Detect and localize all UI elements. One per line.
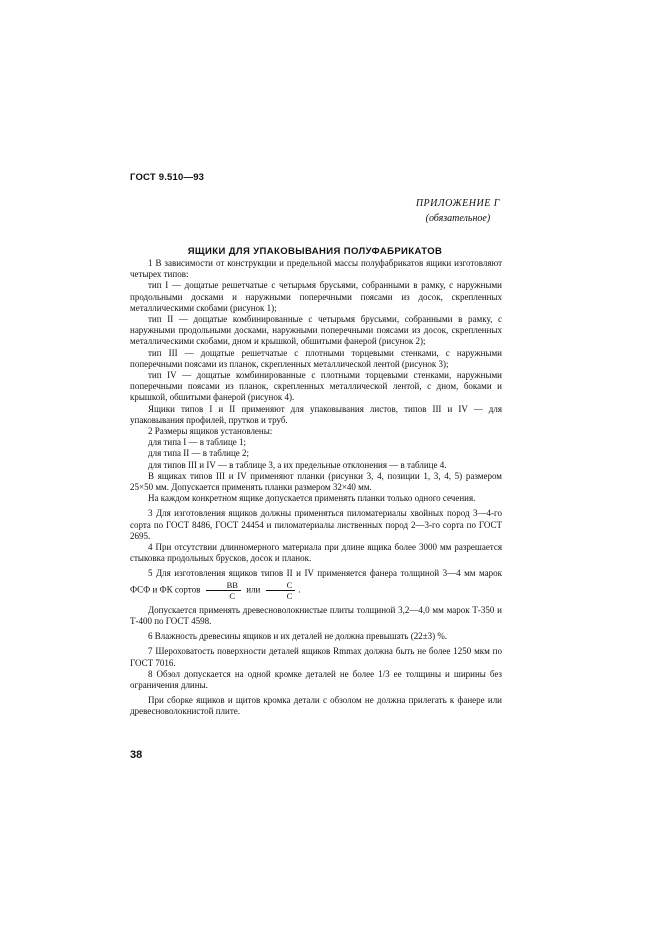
- paragraph-2-d: В ящиках типов III и IV применяют планки (рисунки 3, 4, позиции 1, 3, 4, 5) размером 25×50 мм. Допускается применять планки размером 32×40 мм.: [130, 470, 502, 493]
- fraction-2-numerator: C: [266, 580, 296, 591]
- standard-header: ГОСТ 9.510—93: [130, 172, 205, 183]
- fraction-bb-c: [206, 580, 241, 601]
- page-number: 38: [130, 749, 143, 761]
- fraction-c-c: [266, 580, 296, 601]
- paragraph-2-c: для типов III и IV — в таблице 3, а их предельные отклонения — в таблице 4.: [148, 459, 447, 470]
- fraction-2-denominator: C: [286, 590, 293, 601]
- paragraph-5-fiberboard: Допускается применять древесноволокнистые плиты толщиной 3,2—4,0 мм марок Т-350 и Т-400 по ГОСТ 4598.: [130, 604, 502, 626]
- fraction-1-denominator: C: [229, 590, 236, 601]
- appendix-title: ПРИЛОЖЕНИЕ Г: [415, 198, 500, 209]
- paragraph-2-intro: 2 Размеры ящиков установлены:: [148, 426, 273, 437]
- paragraph-2-e: На каждом конкретном ящике допускается применять планки только одного сечения.: [148, 493, 476, 504]
- paragraph-5-end: .: [298, 584, 301, 595]
- section-title: ЯЩИКИ ДЛЯ УПАКОВЫВАНИЯ ПОЛУФАБРИКАТОВ: [187, 246, 443, 257]
- paragraph-2-a: для типа I — в таблице 1;: [148, 437, 247, 448]
- paragraph-usage: Ящики типов I и II применяют для упаковывания листов, типов III и IV — для упаковывания профилей, прутков и труб.: [130, 403, 502, 425]
- appendix-label: [416, 196, 500, 226]
- fraction-1-numerator: BB: [206, 580, 241, 591]
- document-body: [130, 258, 502, 718]
- paragraph-1-intro: 1 В зависимости от конструкции и предельной массы полуфабрикатов ящики изготовляют четырех типов:: [130, 258, 502, 280]
- paragraph-5-text: 5 Для изготовления ящиков типов II и IV применяется фанера толщиной 3—4 мм марок ФСФ и ФК сортов: [130, 568, 502, 595]
- paragraph-8-note: При сборке ящиков и щитов кромка детали с обзолом не должна прилегать к фанере или древесноволокнистой плите.: [130, 695, 502, 717]
- paragraph-type-2: тип II — дощатые комбинированные с четырьмя брусьями, собранными в рамку, с наружными продольными досками, наружными поперечными поясами из досок, скрепленных металлическими скобами, дном и крышкой, обшитыми фанерой (рисунок 2);: [130, 314, 502, 347]
- paragraph-type-3: тип III — дощатые решетчатые с плотными торцевыми стенками, с наружными поперечными поясами из планок, скрепленных металлической лентой (рисунок 3);: [130, 347, 502, 369]
- paragraph-type-1: тип I — дощатые решетчатые с четырьмя брусьями, собранными в рамку, с наружными продольными досками и наружными поперечными поясами из досок, скрепленных металлическими скобами (рисунок 1);: [130, 280, 502, 313]
- paragraph-6: 6 Влажность древесины ящиков и их деталей не должна превышать (22±3) %.: [148, 631, 448, 642]
- appendix-note: (обязательное): [425, 213, 491, 224]
- paragraph-type-4: тип IV — дощатые комбинированные с плотными торцевыми стенками, наружными поперечными поясами из планок, скрепленных металлической лентой, с дном, боками и крышкой, обшитыми фанерой (рисунок 4).: [130, 370, 502, 403]
- paragraph-4: 4 При отсутствии длинномерного материала при длине ящика более 3000 мм разрешается стыковка продольных брусков, досок и планок.: [130, 542, 502, 564]
- paragraph-7: 7 Шероховатость поверхности деталей ящиков Rmmax должна быть не более 1250 мкм по ГОСТ 7016.: [130, 646, 502, 668]
- paragraph-8: 8 Обзол допускается на одной кромке деталей не более 1/3 ее толщины и ширины без ограничения длины.: [130, 668, 502, 690]
- paragraph-5-or: или: [246, 584, 261, 595]
- paragraph-5: [130, 568, 502, 600]
- paragraph-2-b: для типа II — в таблице 2;: [148, 448, 250, 459]
- paragraph-3: 3 Для изготовления ящиков должны применяться пиломатериалы хвойных пород 3—4-го сорта по ГОСТ 8486, ГОСТ 24454 и пиломатериалы лиственных пород 2—3-го сорта по ГОСТ 2695.: [130, 508, 502, 541]
